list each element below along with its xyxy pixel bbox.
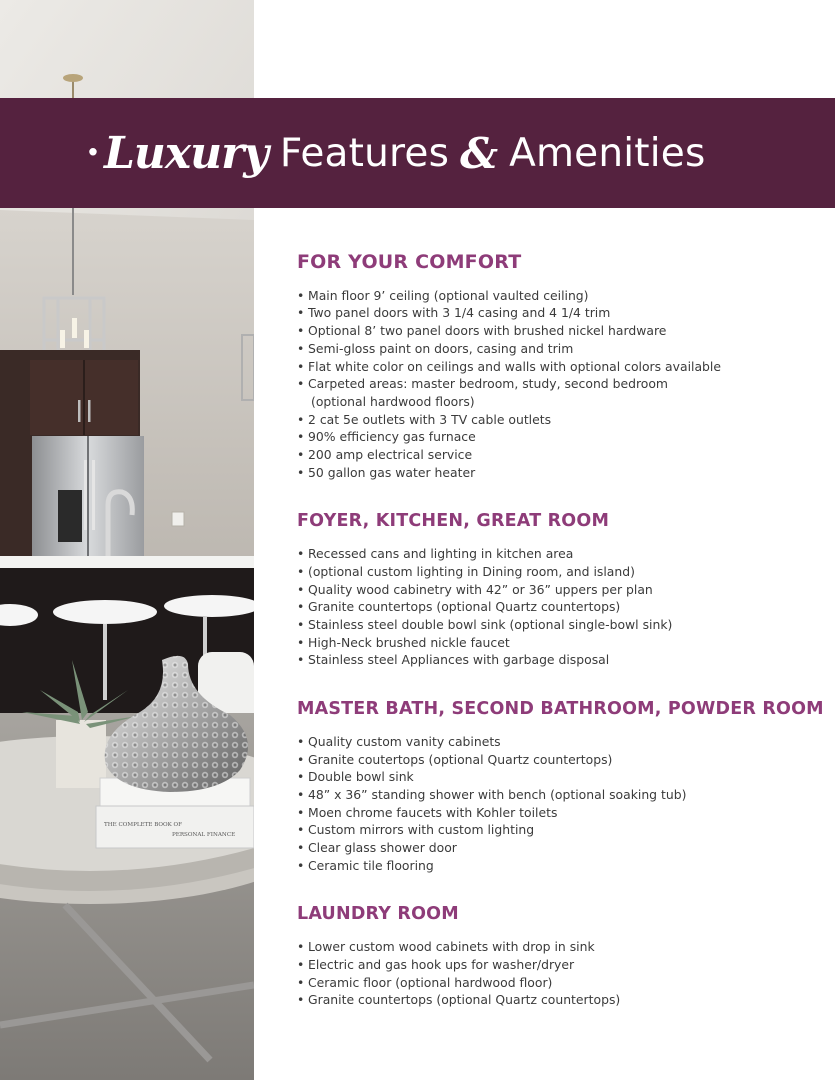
list-item: • 90% efficiency gas furnace [297,428,817,446]
list-item: • Granite coutertops (optional Quartz countertops) [297,751,817,769]
list-item: • Two panel doors with 3 1/4 casing and 4 1/4 trim [297,304,817,322]
section-laundry [297,903,817,1009]
title-ampersand: & [460,128,499,178]
feature-list [297,287,817,482]
list-item: (optional hardwood floors) [311,393,475,409]
list-item: • Stainless steel Appliances with garbage disposal [297,651,817,669]
title-word-amenities: Amenities [509,130,706,176]
section-heading: FOR YOUR COMFORT [297,251,522,273]
list-item: • Recessed cans and lighting in kitchen area [297,545,817,563]
section-bathrooms [297,698,824,874]
title-bullet: · [86,129,100,176]
list-item: • Ceramic floor (optional hardwood floor) [297,974,817,992]
feature-list [297,733,817,875]
list-item: • Quality wood cabinetry with 42” or 36” uppers per plan [297,581,817,599]
list-item: • Stainless steel double bowl sink (optional single-bowl sink) [297,616,817,634]
list-item: • Ceramic tile flooring [297,857,817,875]
list-item: • Main floor 9’ ceiling (optional vaulted ceiling) [297,287,817,305]
features-content [297,250,824,1038]
list-item: • Optional 8’ two panel doors with brushed nickel hardware [297,322,817,340]
book-title-1: THE COMPLETE BOOK OF [104,822,183,828]
title-script-word: Luxury [103,127,268,179]
list-item: • Lower custom wood cabinets with drop in sink [297,938,817,956]
list-item: • Granite countertops (optional Quartz countertops) [297,991,817,1009]
list-item: • Moen chrome faucets with Kohler toilets [297,804,817,822]
list-item: • 50 gallon gas water heater [297,464,817,482]
section-foyer-kitchen [297,510,817,669]
page-title [86,98,706,208]
list-item: • Semi-gloss paint on doors, casing and trim [297,340,817,358]
book-title-2: PERSONAL FINANCE [172,832,236,838]
section-heading: FOYER, KITCHEN, GREAT ROOM [297,511,610,532]
list-item: • Granite countertops (optional Quartz countertops) [297,598,817,616]
section-heading: MASTER BATH, SECOND BATHROOM, POWDER ROOM [297,699,824,720]
list-item: • Custom mirrors with custom lighting [297,821,817,839]
list-item: • 48” x 36” standing shower with bench (optional soaking tub) [297,786,817,804]
list-item: • Carpeted areas: master bedroom, study, second bedroom [297,375,817,393]
list-item: • Clear glass shower door [297,839,817,857]
list-item: • 200 amp electrical service [297,446,817,464]
list-item: • Flat white color on ceilings and walls with optional colors available [297,358,817,376]
feature-list [297,938,817,1009]
title-word-features: Features [279,130,450,176]
list-item: • Electric and gas hook ups for washer/dryer [297,956,817,974]
feature-list [297,545,817,669]
list-item: • Double bowl sink [297,768,817,786]
section-comfort [297,250,817,481]
list-item: • Quality custom vanity cabinets [297,733,817,751]
title-banner [0,98,835,208]
list-item: • High-Neck brushed nickle faucet [297,634,817,652]
list-item: • (optional custom lighting in Dining room, and island) [297,563,817,581]
section-heading: LAUNDRY ROOM [297,904,459,925]
list-item: • 2 cat 5e outlets with 3 TV cable outlets [297,411,817,429]
